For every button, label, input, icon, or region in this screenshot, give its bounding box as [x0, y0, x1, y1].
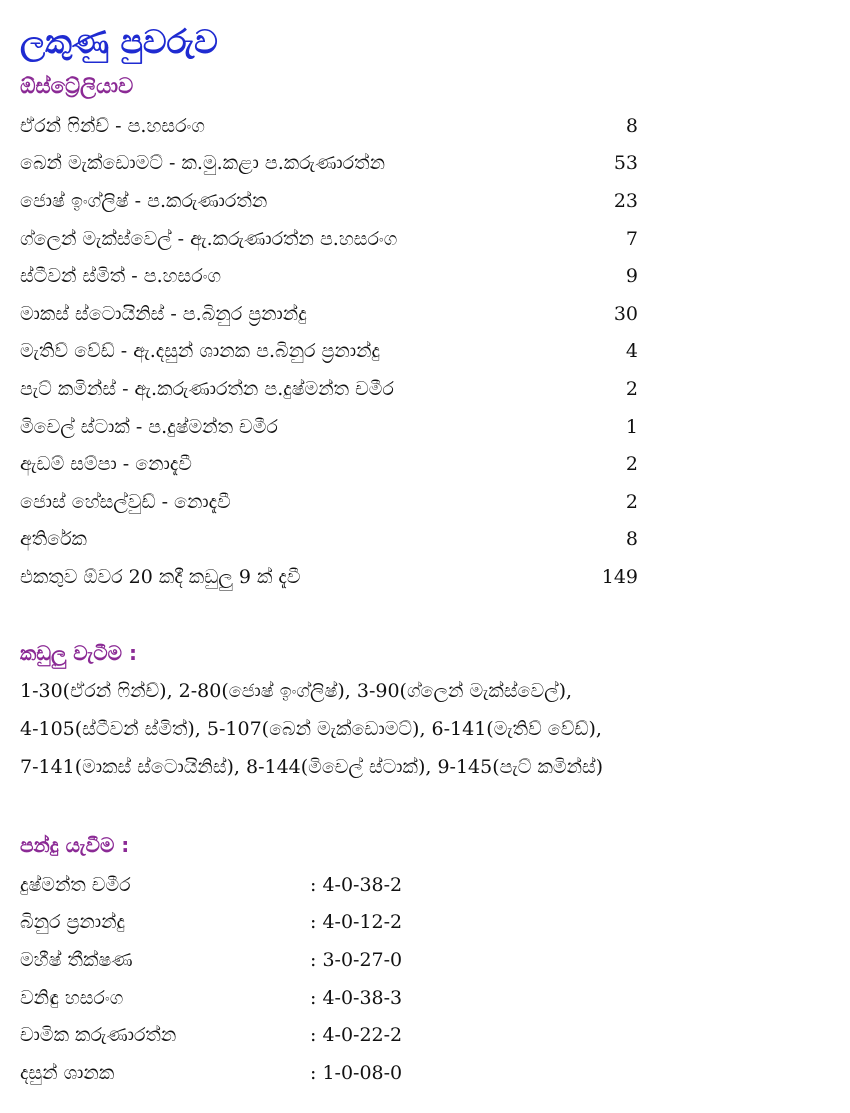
- batting-entry: ඒරන් ෆින්ච් - ප.හසරංග: [20, 114, 205, 137]
- bowler-name: දසුන් ශානක: [20, 1061, 115, 1084]
- batting-row: [20, 295, 660, 333]
- batting-entry: මැතිව් වේඩ් - ඇ.දසුන් ශානක ප.බිනුර ප්‍රනාන්දු: [20, 340, 380, 363]
- bowler-name: වනිඳු හසරංග: [20, 986, 124, 1009]
- batting-runs: 7: [625, 227, 638, 250]
- batting-row: [20, 182, 660, 220]
- batting-entry: මාකස් ස්ටොයිනිස් - ප.බිනුර ප්‍රනාන්දු: [20, 302, 307, 325]
- fall-of-wickets-heading: කඩුලු වැටීම :: [20, 641, 137, 665]
- bowler-figures: : 4-0-38-3: [310, 986, 403, 1009]
- batting-entry: ජොස් හේසල්වුඩ් - නොදැවී: [20, 490, 231, 513]
- batting-runs: 2: [625, 377, 638, 400]
- bowler-figures: : 4-0-12-2: [310, 911, 403, 934]
- bowling-row: [20, 866, 620, 904]
- batting-row: [20, 370, 660, 408]
- batting-runs: 2: [625, 490, 638, 513]
- batting-row: [20, 483, 660, 521]
- bowler-name: බිනුර ප්‍රනාන්දු: [20, 911, 125, 934]
- batting-entry: ග්ලෙන් මැක්ස්වෙල් - ඇ.කරුණාරත්න ප.හසරංග: [20, 227, 398, 250]
- batting-entry: මිචෙල් ස්ටාක් - ප.දුෂ්මන්ත චමීර: [20, 415, 278, 438]
- batting-runs: 9: [625, 265, 638, 288]
- batting-row: [20, 220, 660, 258]
- batting-entry: ස්ටීවන් ස්මිත් - ප.හසරංග: [20, 265, 222, 288]
- bowler-figures: : 3-0-27-0: [310, 948, 403, 971]
- batting-entry: පැට් කමින්ස් - ඇ.කරුණාරත්න ප.දුෂ්මන්ත චමීර: [20, 377, 394, 400]
- batting-runs: 23: [613, 189, 638, 212]
- batting-entry: බෙන් මැක්ඩොමට් - ක.මු.කළා ප.කරුණාරත්න: [20, 152, 385, 175]
- batting-row: [20, 333, 660, 371]
- bowler-name: මහීෂ් තීක්ෂණ: [20, 948, 133, 971]
- bowling-row: [20, 1054, 620, 1092]
- batting-row: [20, 145, 660, 183]
- batting-runs: 1: [625, 415, 638, 438]
- batting-runs: 4: [625, 340, 638, 363]
- page-title: ලකුණු පුවරුව: [20, 22, 218, 61]
- batting-runs: 2: [625, 453, 638, 476]
- batting-entry: ඇඩම් සම්පා - නොදැවී: [20, 453, 192, 476]
- batting-runs: 149: [601, 565, 638, 588]
- batting-runs: 53: [613, 152, 638, 175]
- bowling-row: [20, 941, 620, 979]
- batting-scorecard: [20, 107, 660, 596]
- bowling-row: [20, 979, 620, 1017]
- bowler-figures: : 4-0-22-2: [310, 1024, 403, 1047]
- batting-entry: අතිරේක: [20, 528, 87, 551]
- batting-runs: 30: [613, 302, 638, 325]
- fall-of-wickets-text: [20, 672, 830, 786]
- batting-runs: 8: [625, 114, 638, 137]
- bowling-figures: [20, 866, 620, 1092]
- bowler-name: චාමික කරුණාරත්න: [20, 1024, 177, 1047]
- fall-of-wickets-line: 1-30(ඒරන් ෆින්ච්), 2-80(ජොෂ් ඉංග්ලිෂ්), 3-90(ග්ලෙන් මැක්ස්වෙල්),: [20, 680, 573, 702]
- batting-row: [20, 107, 660, 145]
- bowling-heading: පන්දු යැවීම :: [20, 833, 130, 857]
- batting-runs: 8: [625, 528, 638, 551]
- fall-of-wickets-line: 4-105(ස්ටීවන් ස්මිත්), 5-107(බෙන් මැක්ඩොමට්), 6-141(මැතිව් වේඩ්),: [20, 718, 602, 740]
- team-title: ඕස්ට්‍රේලියාව: [20, 74, 134, 98]
- bowler-figures: : 4-0-38-2: [310, 873, 403, 896]
- bowler-figures: : 1-0-08-0: [310, 1061, 403, 1084]
- batting-row: [20, 521, 660, 559]
- batting-entry: ජොෂ් ඉංග්ලිෂ් - ප.කරුණාරත්න: [20, 189, 268, 212]
- batting-row: [20, 257, 660, 295]
- bowling-row: [20, 1016, 620, 1054]
- bowler-name: දුෂ්මන්ත චමීර: [20, 873, 131, 896]
- batting-row: [20, 558, 660, 596]
- fall-of-wickets-line: 7-141(මාකස් ස්ටොයිනිස්), 8-144(මිචෙල් ස්ටාක්), 9-145(පැට් කමින්ස්): [20, 756, 604, 778]
- bowling-row: [20, 904, 620, 942]
- batting-entry: එකතුව ඕවර 20 කදී කඩුලු 9 ක් දැවී: [20, 565, 301, 588]
- batting-row: [20, 445, 660, 483]
- batting-row: [20, 408, 660, 446]
